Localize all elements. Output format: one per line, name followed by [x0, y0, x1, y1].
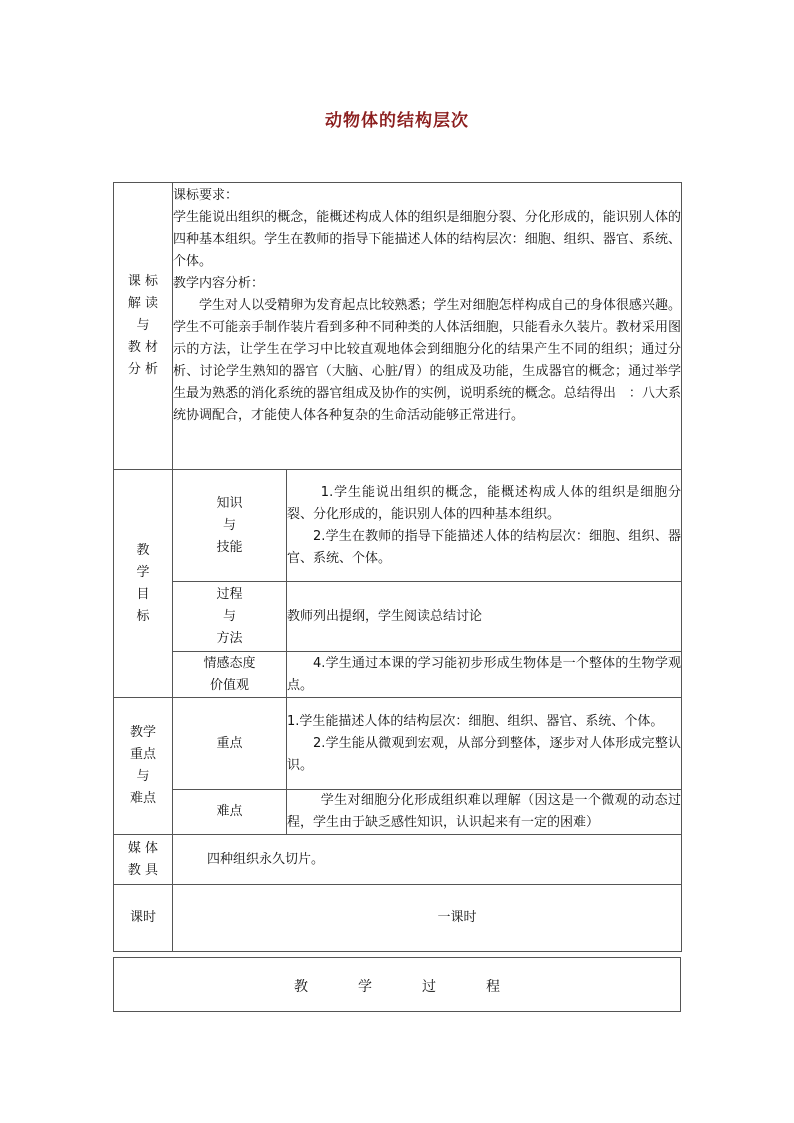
requirements-heading: 课标要求：: [173, 188, 239, 203]
knowledge-label: 知识 与 技能: [173, 470, 287, 582]
media-label: 媒 体 教 具: [114, 835, 173, 885]
curriculum-analysis-content: [173, 183, 682, 470]
class-hours-content: 一课时: [173, 885, 682, 952]
teaching-goals-label: 教 学 目 标: [114, 470, 173, 698]
analysis-text: 学生对人以受精卵为发育起点比较熟悉；学生对细胞怎样构成自己的身体很感兴趣。学生不可能亲手制作装片看到多种不同种类的人体活细胞，只能看永久装片。教材采用图示的方法，让学生在学习中比较直观地体会到细胞分化的结果产生不同的组织；通过分析、讨论学生熟知的器官（大脑、心脏/胃）的组成及功能，生成器官的概念；通过举学生最为熟悉的消化系统的器官组成及协作的实例，说明系统的概念。总结得出 ：八大系统协调配合，才能使人体各种复杂的生命活动能够正常进行。: [173, 298, 682, 423]
lesson-plan-table: [113, 182, 682, 952]
key-difficult-label: 教学 重点 与 难点: [114, 698, 173, 835]
media-content: 四种组织永久切片。: [173, 835, 682, 885]
class-hours-label: 课时: [114, 885, 173, 952]
document-title: 动物体的结构层次: [325, 111, 469, 131]
teaching-process-text: 教学过程: [294, 979, 550, 995]
process-row: [114, 582, 682, 652]
difficult-points-label: 难点: [173, 790, 287, 835]
requirements-text: 学生能说出组织的概念，能概述构成人体的组织是细胞分裂、分化形成的，能识别人体的四种基本组织。学生在教师的指导下能描述人体的结构层次：细胞、组织、器官、系统、个体。: [173, 210, 682, 269]
curriculum-analysis-row: [114, 183, 682, 470]
media-row: [114, 835, 682, 885]
curriculum-analysis-label: 课 标 解 读 与 教 材 分 析: [114, 183, 173, 470]
knowledge-content: 1.学生能说出组织的概念，能概述构成人体的组织是细胞分裂、分化形成的，能识别人体的四种基本组织。 2.学生在教师的指导下能描述人体的结构层次：细胞、组织、器官、系统、个体。: [287, 470, 682, 582]
difficult-points-row: [114, 790, 682, 835]
process-label: 过程 与 方法: [173, 582, 287, 652]
emotion-row: [114, 652, 682, 698]
teaching-process-header: [113, 957, 681, 1012]
emotion-label: 情感态度 价值观: [173, 652, 287, 698]
difficult-points-content: 学生对细胞分化形成组织难以理解（因这是一个微观的动态过程，学生由于缺乏感性知识，认识起来有一定的困难）: [287, 790, 682, 835]
key-points-content: 1.学生能描述人体的结构层次：细胞、组织、器官、系统、个体。 2.学生能从微观到宏观，从部分到整体，逐步对人体形成完整认识。: [287, 698, 682, 790]
analysis-heading: 教学内容分析：: [173, 276, 265, 291]
key-points-row: [114, 698, 682, 790]
process-content: 教师列出提纲，学生阅读总结讨论: [287, 582, 682, 652]
key-points-label: 重点: [173, 698, 287, 790]
emotion-content: 4.学生通过本课的学习能初步形成生物体是一个整体的生物学观点。: [287, 652, 682, 698]
knowledge-row: [114, 470, 682, 582]
class-hours-row: [114, 885, 682, 952]
